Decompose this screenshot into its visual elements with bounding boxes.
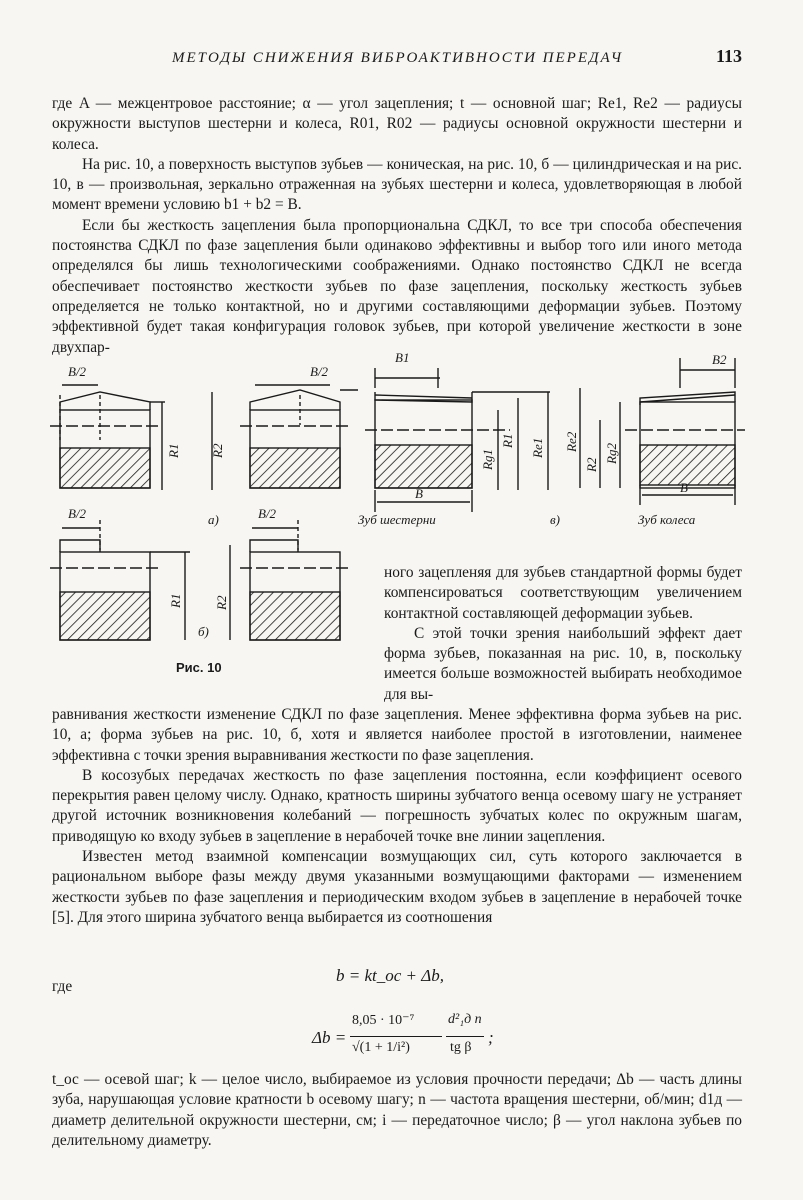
- figure-caption: Рис. 10: [176, 660, 222, 675]
- fig-v-wheel: [580, 358, 745, 505]
- label-b-half: B/2: [258, 506, 277, 521]
- label-Rg1: Rg1: [480, 449, 495, 470]
- paragraph: В косозубых передачах жесткость по фазе зацепления постоянна, если коэффициент осевого перекрытия равен целому числу. Однако, кратность ширины зубчатого венца осевому шагу не устраняет другой источник возникновения колебаний — погрешность зубчатых колес по окружным шагам, приводящую ко входу зубьев в зацепление в нерабочей точке вне линии зацепления.: [52, 766, 742, 845]
- fig-a-left: [50, 385, 165, 490]
- formula-tail: ;: [488, 1028, 494, 1047]
- paragraph: t_ос — осевой шаг; k — целое число, выбираемое из условия прочности передачи; Δb — часть длины зуба, нарушающая условие кратности b осевому шагу; n — частота вращения шестерни, об/мин; d1д — диаметр делительной окружности шестерни, см; i — передаточное число; β — угол наклона зубьев по делительному диаметру.: [52, 1071, 742, 1149]
- fig-b-right: [230, 520, 350, 640]
- label-b1: B1: [395, 350, 410, 365]
- label-B: B: [415, 486, 423, 501]
- fig-a-right: [212, 385, 358, 490]
- paragraph: Известен метод взаимной компенсации возмущающих сил, суть которого заключается в рациональном выборе фазы между двумя указанными возмущающими факторами — изменением жесткости зубьев по фазе зацепления и периодическим входом зубьев в зацепление в нерабочей точке [5]. Для этого ширина зубчатого венца выбирается из соотношения: [52, 848, 742, 926]
- label-Rg2: Rg2: [604, 443, 619, 464]
- label-R1: R1: [166, 443, 181, 458]
- formula-delta-b: [312, 1012, 502, 1064]
- text-block-wrap: [384, 563, 742, 705]
- paragraph: С этой точки зрения наибольший эффект дает форма зубьев, показанная на рис. 10, в, поскольку имеется больше возможностей выбирать необходимое для вы-: [384, 624, 742, 703]
- label-a: а): [208, 512, 219, 527]
- paragraph: где A — межцентровое расстояние; α — угол зацепления; t — основной шаг; Re1, Re2 — радиусы окружности выступов шестерни и колеса, R01, R02 — радиусы основной окружности шестерни и колеса.: [52, 95, 742, 153]
- label-b-half: B/2: [68, 364, 87, 379]
- formula-den-left: √(1 + 1/i²): [352, 1040, 410, 1055]
- paragraph: ного зацепленяя для зубьев стандартной формы будет компенсироваться соответствующим увеличением контактной составляющей деформации зубьев.: [384, 564, 742, 622]
- label-R2: R2: [210, 443, 225, 458]
- paragraph: На рис. 10, а поверхность выступов зубьев — коническая, на рис. 10, б — цилиндрическая и на рис. 10, в — произвольная, зеркально отраженная на зубьях шестерни и колеса, удовлетворяющая в любой момент времени условию b1 + b2 = B.: [52, 155, 742, 214]
- label-b-half: B/2: [68, 506, 87, 521]
- formula-num-left: 8,05 · 10⁻⁷: [352, 1013, 415, 1028]
- page-number: 113: [715, 46, 742, 66]
- formula-lhs: Δb =: [312, 1028, 347, 1047]
- formula-num-right: d²₁д n: [448, 1012, 482, 1027]
- label-b-half: B/2: [310, 364, 329, 379]
- page-header: [52, 46, 742, 72]
- label-b: б): [198, 624, 209, 639]
- label-R1: R1: [500, 433, 515, 448]
- label-Re2: Re2: [564, 431, 579, 452]
- running-title: МЕТОДЫ СНИЖЕНИЯ ВИБРОАКТИВНОСТИ ПЕРЕДАЧ: [172, 50, 624, 66]
- paragraph: равнивания жесткости изменение СДКЛ по фазе зацепления. Менее эффективна форма зубьев на рис. 10, а; форма зубьев на рис. 10, б, хотя и является наиболее простой в изготовлении, наименее эффективна с точки зрения выравнивания жесткости по фазе зацепления.: [52, 706, 742, 764]
- formula-den-right: tg β: [450, 1040, 472, 1055]
- label-R2: R2: [584, 457, 599, 472]
- label-tooth-wheel: Зуб колеса: [638, 512, 696, 527]
- where-label: где: [52, 978, 73, 995]
- label-v: в): [550, 512, 560, 527]
- fraction-bar: [446, 1036, 484, 1037]
- label-B: B: [680, 480, 688, 495]
- label-Re1: Re1: [530, 437, 545, 458]
- label-b2: B2: [712, 352, 727, 367]
- label-R1: R1: [168, 593, 183, 608]
- label-R2: R2: [214, 595, 229, 610]
- text-block-top: [52, 94, 742, 358]
- text-block-final: [52, 1070, 742, 1151]
- fraction-bar: [350, 1036, 442, 1037]
- text-block-bottom: [52, 705, 742, 928]
- fig-b-left: [50, 520, 190, 640]
- fig-v-pinion: [365, 368, 550, 512]
- formula-b: b = kt_ос + Δb,: [336, 966, 444, 985]
- label-tooth-pinion: Зуб шестерни: [358, 512, 436, 527]
- paragraph: Если бы жесткость зацепления была пропорциональна СДКЛ, то все три способа обеспечения постоянства СДКЛ по фазе зацепления были одинаково эффективны и выбор того или иного метода определялся бы лишь технологическими соображениями. Однако постоянство СДКЛ не всегда обеспечивает постоянство жесткости зубьев по фазе зацепления, поскольку жесткость зубьев определяется не только контактной, но и другими составляющими деформации зубьев. Поэтому эффективной будет такая конфигурация головок зубьев, при которой увеличение жесткости в зоне двухпар-: [52, 216, 742, 356]
